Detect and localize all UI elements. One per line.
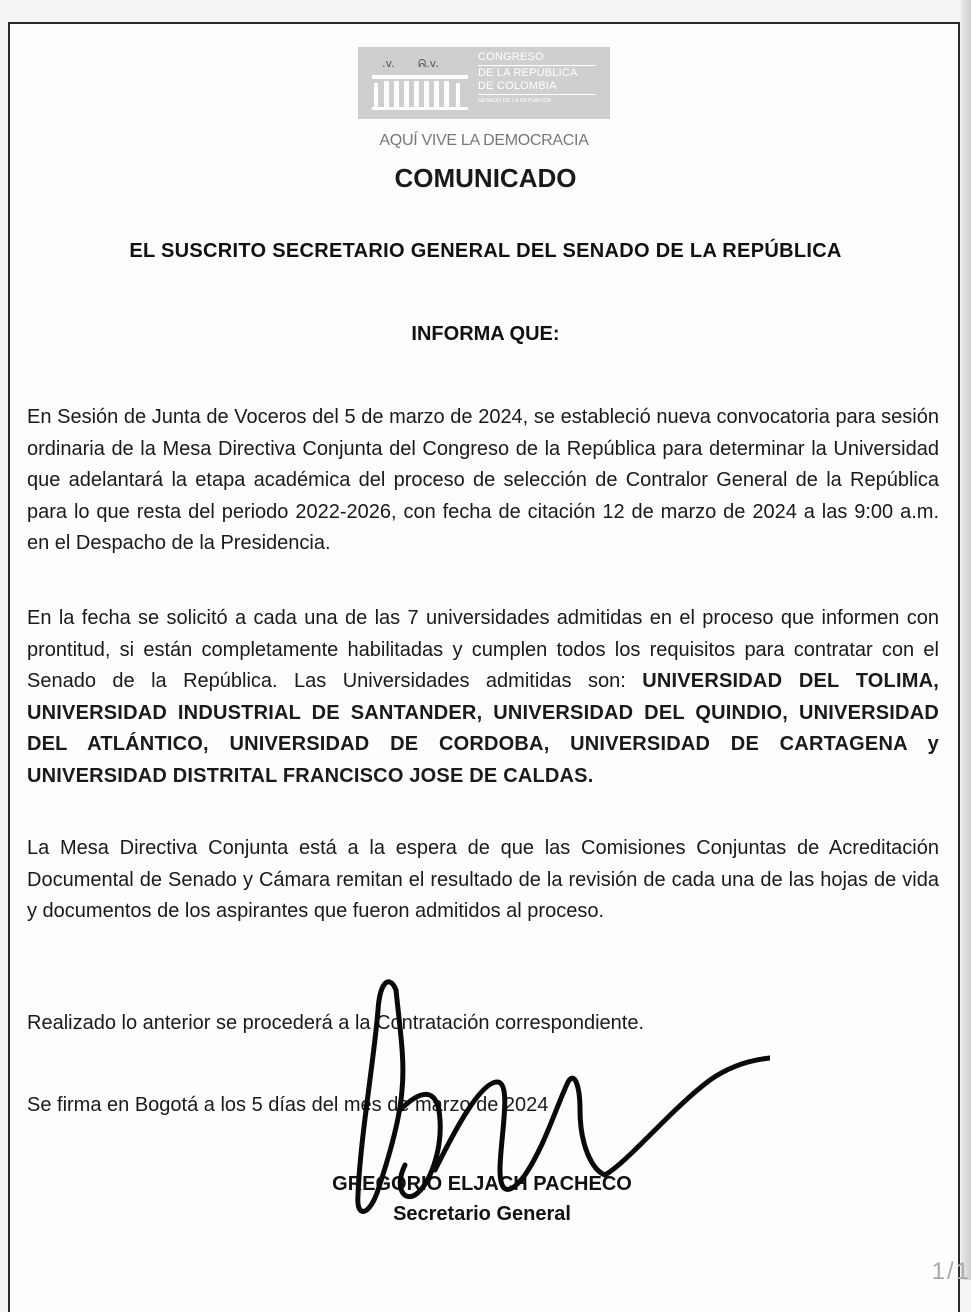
section-heading: INFORMA QUE: [411, 323, 560, 345]
logo-line-3: DE COLOMBIA [478, 80, 557, 92]
page-subtitle: EL SUSCRITO SECRETARIO GENERAL DEL SENADO DE LA REPÚBLICA [129, 240, 842, 262]
paragraph-4: Realizado lo anterior se procederá a la Contratación correspondiente. [27, 1012, 645, 1034]
page-marker: 1/1 [931, 1258, 971, 1285]
congress-logo [358, 44, 620, 154]
university-list: UNIVERSIDAD DEL TOLIMA, UNIVERSIDAD INDUSTRIAL DE SANTANDER, UNIVERSIDAD DEL QUINDIO, UNIVERSIDAD DEL ATLÁNTICO, UNIVERSIDAD DE CORDOBA, UNIVERSIDAD DE CARTAGENA y UNIVERSIDAD DISTRITAL FRANCISCO JOSE DE CALDAS. [27, 670, 939, 787]
handwritten-signature [330, 970, 770, 1230]
logo-slogan: AQUÍ VIVE LA DEMOCRACIA [379, 132, 589, 149]
logo-line-1: CONGRESO [478, 51, 544, 63]
paragraph-2 [27, 603, 939, 792]
page-title: COMUNICADO [394, 163, 577, 193]
logo-line-4: SENADO DE LA REPÚBLICA [478, 98, 552, 104]
paragraph-3: La Mesa Directiva Conjunta está a la espera de que las Comisiones Conjuntas de Acreditación Documental de Senado y Cámara remitan el resultado de la revisión de cada una de las hojas de vida y documentos de los aspirantes que fueron admitidos al proceso. [27, 837, 939, 922]
paragraph-2-intro: En la fecha se solicitó a cada una de las 7 universidades admitidas en el proceso que informen con prontitud, si están completamente habilitadas y cumplen todos los requisitos para contratar con el Senado de la República. Las Universidades admitidas son: [27, 607, 939, 692]
signing-date: Se firma en Bogotá a los 5 días del mes de marzo de 2024 [27, 1094, 549, 1116]
logo-text [478, 51, 608, 106]
signatory-name: GREGORIO ELJACH PACHECO [332, 1173, 632, 1195]
svg-text:.v.: .v. [382, 57, 395, 70]
signatory-role: Secretario General [393, 1203, 571, 1225]
logo-line-2: DE LA REPÚBLICA [478, 67, 578, 79]
logo-box [358, 47, 610, 119]
paragraph-1: En Sesión de Junta de Voceros del 5 de marzo de 2024, se estableció nueva convocatoria para sesión ordinaria de la Mesa Directiva Conjunta del Congreso de la República para determinar la Universidad que adelantará la etapa académica del proceso de selección de Contralor General de la República para lo que resta del periodo 2022-2026, con fecha de citación 12 de marzo de 2024 a las 9:00 a.m. en el Despacho de la Presidencia. [27, 406, 939, 554]
capitol-columns-icon [364, 53, 472, 113]
svg-text:ᕱ.v.: ᕱ.v. [418, 57, 439, 70]
